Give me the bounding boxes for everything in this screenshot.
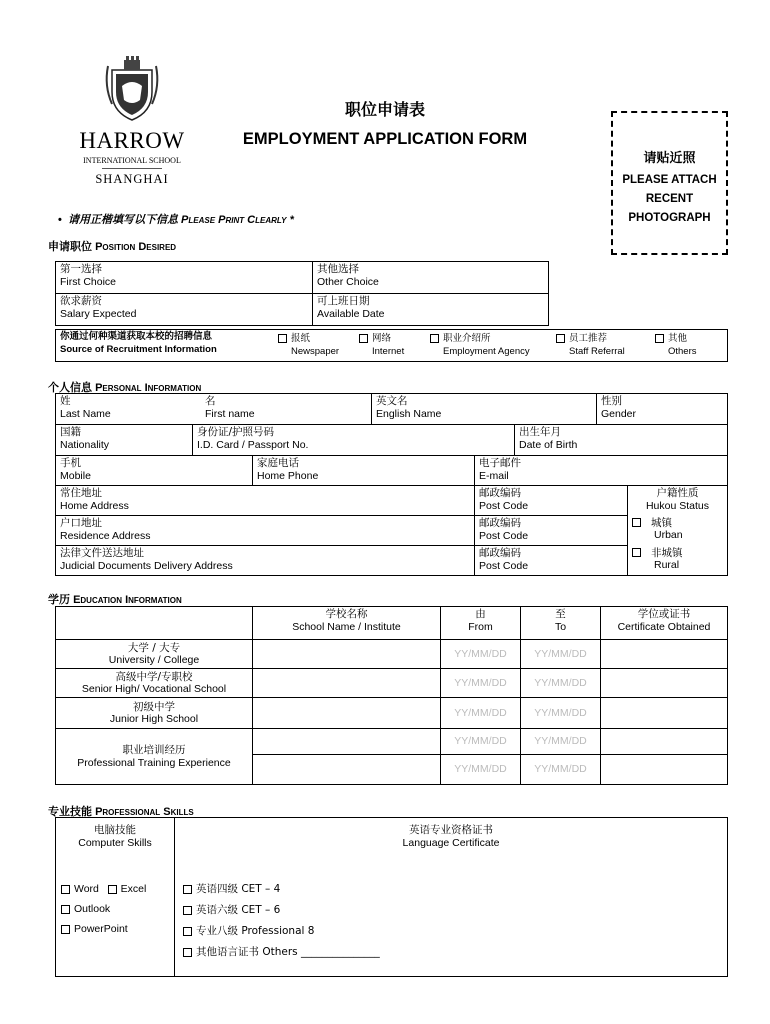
label-cn: 身份证/护照号码 — [197, 426, 275, 438]
hukou-label — [628, 486, 728, 516]
form-title-en: EMPLOYMENT APPLICATION FORM — [242, 130, 528, 148]
checkbox-icon[interactable] — [61, 885, 70, 894]
edu-school-input[interactable] — [253, 640, 441, 669]
language-cert-cell — [175, 818, 728, 977]
skill-excel[interactable] — [108, 883, 147, 895]
label-en: Available Date — [317, 307, 385, 320]
checkbox-icon[interactable] — [359, 334, 368, 343]
cert-label: 英语四级 CET – 4 — [196, 883, 281, 895]
label-en: Junior High School — [109, 713, 199, 725]
instruction-en: Please Print Clearly * — [181, 214, 294, 226]
label-en: E-mail — [479, 469, 509, 482]
hukou-rural-option[interactable] — [628, 546, 728, 576]
email-field[interactable] — [475, 456, 728, 486]
residence-postcode-field[interactable] — [475, 516, 628, 546]
cert-label: 其他语言证书 Others _______________ — [196, 946, 380, 958]
photo-label-cn: 请贴近照 — [643, 151, 696, 166]
edu-from-input[interactable]: YY/MM/DD — [441, 755, 521, 785]
label-cn: 户口地址 — [60, 517, 102, 529]
source-table — [55, 329, 728, 362]
label-cn: 国籍 — [60, 426, 81, 438]
personal-row-2 — [55, 424, 728, 456]
label-cn: 出生年月 — [519, 426, 561, 438]
label-cn: 邮政编码 — [479, 487, 521, 499]
label-en: Hukou Status — [645, 499, 710, 512]
source-others[interactable] — [655, 333, 697, 358]
cert-pro8[interactable] — [183, 925, 314, 937]
label-en: Computer Skills — [78, 836, 152, 849]
label-cn: 欲求薪资 — [60, 295, 102, 307]
cert-cet6[interactable] — [183, 904, 280, 916]
source-newspaper[interactable] — [278, 333, 339, 358]
source-agency[interactable] — [430, 333, 530, 358]
label-cn: 至 — [555, 608, 566, 620]
heading-cn: 个人信息 — [48, 381, 92, 394]
checkbox-icon[interactable] — [183, 906, 192, 915]
heading-en: Education Information — [73, 594, 182, 606]
label-cn: 城镇 — [651, 516, 672, 529]
label-cn: 姓 — [60, 395, 71, 407]
edu-from-input[interactable]: YY/MM/DD — [441, 669, 521, 698]
first-name-field[interactable] — [201, 394, 372, 425]
opt-cn: 职业介绍所 — [443, 333, 491, 344]
heading-en: Personal Information — [95, 382, 202, 394]
label-en: Home Phone — [257, 469, 319, 482]
edu-cert-input[interactable] — [601, 755, 728, 785]
checkbox-icon[interactable] — [655, 334, 664, 343]
edu-row-label — [56, 669, 253, 698]
source-label-en: Source of Recruitment Information — [60, 343, 217, 355]
opt-cn: 报纸 — [291, 333, 311, 344]
edu-school-input[interactable] — [253, 755, 441, 785]
label-en: Salary Expected — [60, 307, 137, 320]
opt-en: Staff Referral — [569, 345, 625, 357]
photo-label-en — [613, 171, 726, 228]
edu-from-input[interactable]: YY/MM/DD — [441, 640, 521, 669]
checkbox-icon[interactable] — [61, 925, 70, 934]
source-referral[interactable] — [556, 333, 625, 358]
logo-city: SHANGHAI — [95, 172, 169, 186]
edu-header-from — [441, 607, 521, 640]
cert-label: 英语六级 CET – 6 — [196, 904, 281, 916]
crest-icon — [102, 56, 162, 122]
label-en: Post Code — [479, 499, 529, 512]
heading-cn: 学历 — [48, 593, 70, 606]
skill-label: Excel — [120, 883, 147, 895]
label-en: Professional Training Experience — [77, 756, 231, 769]
personal-row-3 — [55, 455, 728, 486]
label-en: University / College — [108, 654, 200, 666]
edu-from-input[interactable]: YY/MM/DD — [441, 698, 521, 729]
label-cn: 常住地址 — [60, 487, 102, 499]
checkbox-icon[interactable] — [183, 927, 192, 936]
skill-label: Outlook — [74, 903, 111, 915]
edu-cert-input[interactable] — [601, 640, 728, 669]
edu-row-label — [56, 640, 253, 669]
label-cn: 职业培训经历 — [122, 744, 186, 756]
section-education-heading — [48, 591, 182, 607]
label-en: Rural — [654, 559, 680, 571]
skills-table — [55, 817, 728, 977]
label-cn: 可上班日期 — [317, 295, 370, 307]
first-choice-field[interactable] — [56, 262, 313, 294]
label-en: Mobile — [60, 469, 91, 482]
salary-field[interactable] — [56, 294, 313, 326]
opt-en: Newspaper — [291, 345, 340, 357]
cert-label: 专业八级 Professional 8 — [196, 925, 315, 937]
edu-to-input[interactable]: YY/MM/DD — [521, 755, 601, 785]
label-cn: 英文名 — [376, 395, 408, 407]
logo-school-name: HARROW — [79, 128, 185, 153]
skill-word[interactable] — [61, 883, 99, 895]
label-en: Language Certificate — [402, 836, 500, 849]
edu-to-input[interactable]: YY/MM/DD — [521, 640, 601, 669]
checkbox-icon[interactable] — [183, 885, 192, 894]
opt-en: Internet — [372, 345, 405, 357]
home-phone-field[interactable] — [253, 456, 475, 486]
skill-powerpoint[interactable] — [61, 923, 128, 935]
label-cn: 其他选择 — [317, 263, 359, 275]
label-cn: 家庭电话 — [257, 457, 299, 469]
label-cn: 学校名称 — [325, 608, 368, 620]
edu-cert-input[interactable] — [601, 698, 728, 729]
cert-others[interactable] — [183, 946, 380, 958]
label-en: Senior High/ Vocational School — [81, 683, 227, 695]
heading-en: Position Desired — [95, 241, 177, 253]
label-cn: 性别 — [601, 395, 622, 407]
address-table — [55, 485, 728, 576]
judicial-address-field[interactable] — [56, 546, 475, 576]
edu-school-input[interactable] — [253, 698, 441, 729]
heading-cn: 专业技能 — [48, 805, 92, 818]
opt-cn: 网络 — [372, 333, 392, 344]
edu-cert-input[interactable] — [601, 669, 728, 698]
edu-to-input[interactable]: YY/MM/DD — [521, 669, 601, 698]
photo-attach-box[interactable] — [611, 111, 728, 255]
form-title-cn: 职位申请表 — [344, 100, 425, 119]
last-name-field[interactable] — [56, 394, 202, 425]
gender-field[interactable] — [597, 394, 728, 425]
label-cn: 邮政编码 — [479, 517, 521, 529]
computer-skills-cell — [56, 818, 175, 977]
label-en: English Name — [376, 407, 442, 420]
checkbox-icon[interactable] — [632, 548, 641, 557]
heading-cn: 申请职位 — [48, 240, 92, 253]
home-postcode-field[interactable] — [475, 486, 628, 516]
label-cn: 电子邮件 — [479, 457, 521, 469]
checkbox-icon[interactable] — [632, 518, 641, 527]
label-cn: 初级中学 — [133, 700, 175, 713]
mobile-field[interactable] — [56, 456, 253, 486]
personal-row-1 — [55, 393, 728, 425]
opt-cn: 员工推荐 — [569, 333, 608, 344]
position-table — [55, 261, 549, 326]
logo-divider — [102, 168, 162, 169]
label-cn: 英语专业资格证书 — [409, 824, 493, 836]
checkbox-icon[interactable] — [61, 905, 70, 914]
label-cn: 名 — [205, 395, 216, 407]
label-en: Residence Address — [60, 529, 151, 542]
opt-en: Others — [668, 345, 697, 357]
source-row — [56, 330, 728, 362]
label-en: From — [468, 620, 493, 633]
hukou-urban-option[interactable] — [628, 516, 728, 546]
edu-header-school — [253, 607, 441, 640]
edu-school-input[interactable] — [253, 669, 441, 698]
source-label-cn: 你通过何种渠道获取本校的招聘信息 — [60, 331, 213, 342]
label-cn: 户籍性质 — [656, 487, 699, 499]
photo-line-2: RECENT — [645, 193, 694, 205]
label-en: First Choice — [60, 275, 117, 288]
label-en: Post Code — [479, 529, 529, 542]
label-en: Home Address — [60, 499, 129, 512]
checkbox-icon[interactable] — [556, 334, 565, 343]
heading-en: Professional Skills — [95, 806, 194, 818]
label-en: Post Code — [479, 559, 529, 572]
skill-outlook[interactable] — [61, 903, 110, 915]
photo-line-1: PLEASE ATTACH — [622, 174, 717, 186]
dob-field[interactable] — [515, 425, 728, 456]
logo-subtitle: INTERNATIONAL SCHOOL — [83, 156, 181, 165]
bullet-icon: • — [58, 214, 62, 226]
label-en: To — [554, 620, 567, 633]
other-choice-field[interactable] — [313, 262, 549, 294]
instruction-cn: 请用正楷填写以下信息 — [67, 213, 178, 226]
checkbox-icon[interactable] — [278, 334, 287, 343]
nationality-field[interactable] — [56, 425, 193, 456]
label-cn: 电脑技能 — [94, 824, 136, 836]
edu-from-input[interactable]: YY/MM/DD — [441, 729, 521, 755]
label-en: Other Choice — [317, 275, 379, 288]
label-en: Last Name — [60, 407, 111, 420]
opt-cn: 其他 — [668, 333, 688, 344]
instruction — [58, 211, 294, 227]
checkbox-icon[interactable] — [108, 885, 117, 894]
label-cn: 高级中学/专职校 — [115, 670, 193, 683]
label-en: Certificate Obtained — [617, 620, 711, 633]
edu-row-label — [56, 698, 253, 729]
edu-row-label — [56, 729, 253, 785]
judicial-postcode-field[interactable] — [475, 546, 628, 576]
available-date-field[interactable] — [313, 294, 549, 326]
label-cn: 非城镇 — [651, 546, 683, 559]
label-en: Date of Birth — [519, 438, 578, 451]
residence-address-field[interactable] — [56, 516, 475, 546]
edu-to-input[interactable]: YY/MM/DD — [521, 729, 601, 755]
section-position-heading — [48, 238, 176, 254]
label-en: I.D. Card / Passport No. — [197, 438, 309, 451]
english-name-field[interactable] — [372, 394, 597, 425]
cert-cet4[interactable] — [183, 883, 280, 895]
edu-header-blank — [56, 607, 253, 640]
edu-cert-input[interactable] — [601, 729, 728, 755]
edu-school-input[interactable] — [253, 729, 441, 755]
source-internet[interactable] — [359, 333, 404, 358]
edu-to-input[interactable]: YY/MM/DD — [521, 698, 601, 729]
label-cn: 邮政编码 — [479, 547, 521, 559]
edu-header-cert — [601, 607, 728, 640]
label-cn: 大学 / 大专 — [127, 641, 181, 654]
label-cn: 第一选择 — [60, 263, 102, 275]
label-cn: 由 — [475, 608, 486, 620]
checkbox-icon[interactable] — [183, 948, 192, 957]
education-table — [55, 606, 728, 785]
label-en: Gender — [601, 407, 637, 420]
skill-label: PowerPoint — [74, 923, 128, 935]
checkbox-icon[interactable] — [430, 334, 439, 343]
photo-line-3: PHOTOGRAPH — [628, 212, 711, 224]
edu-header-to — [521, 607, 601, 640]
label-en: First name — [205, 407, 255, 420]
label-en: Judicial Documents Delivery Address — [60, 559, 233, 572]
label-en: Urban — [654, 529, 683, 541]
label-en: School Name / Institute — [292, 620, 401, 633]
opt-en: Employment Agency — [443, 345, 530, 357]
home-address-field[interactable] — [56, 486, 475, 516]
id-passport-field[interactable] — [193, 425, 515, 456]
label-en: Nationality — [60, 438, 110, 451]
school-logo — [72, 56, 192, 191]
skill-label: Word — [74, 883, 99, 895]
label-cn: 手机 — [60, 457, 81, 469]
label-cn: 法律文件送达地址 — [60, 547, 144, 559]
label-cn: 学位或证书 — [637, 608, 691, 620]
